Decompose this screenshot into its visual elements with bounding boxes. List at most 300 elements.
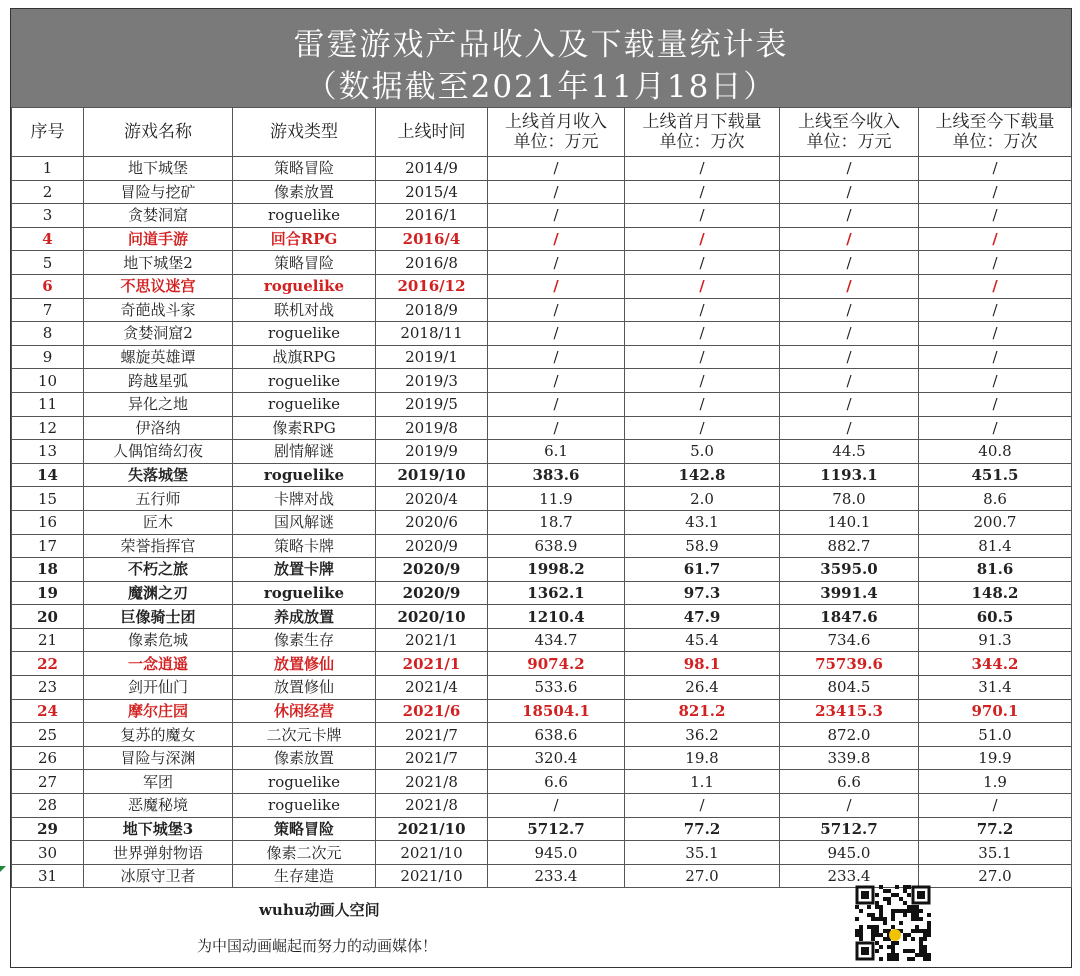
cell-date: 2015/4 (376, 180, 488, 204)
cell-type: roguelike (233, 794, 376, 818)
table-row (12, 463, 1072, 487)
cell-rev-first-month: / (488, 204, 625, 228)
cell-rev-total: 75739.6 (780, 652, 919, 676)
cell-rev-total: 734.6 (780, 628, 919, 652)
cell-rev-total: / (780, 794, 919, 818)
cell-rev-total: / (780, 369, 919, 393)
cell-type: 回合RPG (233, 227, 376, 251)
cell-rev-total: / (780, 157, 919, 181)
cell-dl-total: 81.6 (919, 558, 1072, 582)
cell-type: 放置修仙 (233, 652, 376, 676)
cell-type: 卡牌对战 (233, 487, 376, 511)
cell-name: 异化之地 (84, 392, 233, 416)
cell-dl-first-month: 142.8 (625, 463, 780, 487)
cell-rev-first-month: 5712.7 (488, 817, 625, 841)
col-header-unit: 单位：万元 (513, 132, 599, 152)
cell-name: 不朽之旅 (84, 558, 233, 582)
cell-name: 五行师 (84, 487, 233, 511)
cell-dl-first-month: / (625, 298, 780, 322)
table-row (12, 558, 1072, 582)
cell-dl-total: / (919, 204, 1072, 228)
cell-no: 25 (12, 723, 84, 747)
cell-dl-first-month: 5.0 (625, 440, 780, 464)
cell-rev-first-month: / (488, 416, 625, 440)
col-header-unit: 单位：万次 (659, 132, 745, 152)
cell-rev-first-month: 945.0 (488, 841, 625, 865)
cell-rev-total: / (780, 322, 919, 346)
cell-dl-total: / (919, 298, 1072, 322)
cell-date: 2021/10 (376, 841, 488, 865)
cell-dl-first-month: / (625, 345, 780, 369)
cell-dl-total: 31.4 (919, 676, 1072, 700)
cell-type: 策略卡牌 (233, 534, 376, 558)
col-header-label: 上线首月收入 (505, 112, 607, 132)
cell-name: 像素危城 (84, 628, 233, 652)
cell-date: 2019/3 (376, 369, 488, 393)
cell-rev-first-month: / (488, 298, 625, 322)
table-row (12, 298, 1072, 322)
table-row (12, 274, 1072, 298)
table-row (12, 322, 1072, 346)
table-body (12, 157, 1072, 888)
cell-dl-first-month: / (625, 369, 780, 393)
cell-no: 2 (12, 180, 84, 204)
cell-no: 8 (12, 322, 84, 346)
cell-rev-total: / (780, 345, 919, 369)
cell-no: 13 (12, 440, 84, 464)
cell-rev-total: / (780, 204, 919, 228)
cell-dl-first-month: 98.1 (625, 652, 780, 676)
cell-rev-total: 44.5 (780, 440, 919, 464)
table-row (12, 699, 1072, 723)
cell-dl-total: 91.3 (919, 628, 1072, 652)
col-header-label: 上线首月下载量 (642, 112, 762, 132)
cell-no: 9 (12, 345, 84, 369)
cell-no: 29 (12, 817, 84, 841)
cell-rev-first-month: / (488, 392, 625, 416)
cell-dl-first-month: / (625, 794, 780, 818)
cell-no: 11 (12, 392, 84, 416)
cell-type: 休闲经营 (233, 699, 376, 723)
cell-rev-total: 78.0 (780, 487, 919, 511)
page-title: 雷霆游戏产品收入及下载量统计表 (293, 27, 789, 63)
cell-rev-first-month: 233.4 (488, 864, 625, 888)
cell-date: 2019/9 (376, 440, 488, 464)
cell-date: 2021/7 (376, 746, 488, 770)
col-header-dl-first-month (625, 108, 780, 157)
table-row (12, 510, 1072, 534)
cell-name: 世界弹射物语 (84, 841, 233, 865)
cell-name: 地下城堡 (84, 157, 233, 181)
cell-no: 24 (12, 699, 84, 723)
cell-type: 策略冒险 (233, 251, 376, 275)
table-row (12, 416, 1072, 440)
cell-rev-total: 1193.1 (780, 463, 919, 487)
col-header-dl-total (919, 108, 1072, 157)
cell-dl-first-month: / (625, 157, 780, 181)
cell-rev-total: 23415.3 (780, 699, 919, 723)
cell-date: 2020/6 (376, 510, 488, 534)
cell-dl-total: 19.9 (919, 746, 1072, 770)
cell-type: 联机对战 (233, 298, 376, 322)
cell-dl-first-month: 58.9 (625, 534, 780, 558)
cell-rev-total: / (780, 251, 919, 275)
cell-rev-first-month: / (488, 274, 625, 298)
cell-type: roguelike (233, 770, 376, 794)
cell-dl-first-month: 35.1 (625, 841, 780, 865)
cell-rev-first-month: / (488, 251, 625, 275)
table-row (12, 605, 1072, 629)
cell-dl-total: / (919, 180, 1072, 204)
cell-name: 伊洛纳 (84, 416, 233, 440)
cell-name: 摩尔庄园 (84, 699, 233, 723)
table-row (12, 817, 1072, 841)
cell-rev-first-month: / (488, 322, 625, 346)
cell-date: 2021/10 (376, 817, 488, 841)
table-row (12, 770, 1072, 794)
cell-rev-total: / (780, 180, 919, 204)
cell-type: 生存建造 (233, 864, 376, 888)
cell-dl-first-month: 36.2 (625, 723, 780, 747)
cell-rev-first-month: 320.4 (488, 746, 625, 770)
table-row (12, 251, 1072, 275)
cell-name: 螺旋英雄谭 (84, 345, 233, 369)
cell-rev-first-month: 383.6 (488, 463, 625, 487)
cell-type: 国风解谜 (233, 510, 376, 534)
cell-date: 2021/1 (376, 628, 488, 652)
table-row (12, 628, 1072, 652)
cell-no: 17 (12, 534, 84, 558)
table-row (12, 369, 1072, 393)
table-row (12, 794, 1072, 818)
table-row (12, 345, 1072, 369)
table-row (12, 392, 1072, 416)
table-row (12, 157, 1072, 181)
cell-no: 27 (12, 770, 84, 794)
cell-rev-first-month: / (488, 345, 625, 369)
cell-no: 21 (12, 628, 84, 652)
cell-rev-first-month: 1362.1 (488, 581, 625, 605)
cell-name: 奇葩战斗家 (84, 298, 233, 322)
cell-name: 贪婪洞窟 (84, 204, 233, 228)
table-row (12, 723, 1072, 747)
cell-type: 像素二次元 (233, 841, 376, 865)
cell-dl-total: 60.5 (919, 605, 1072, 629)
cell-rev-total: / (780, 392, 919, 416)
cell-date: 2021/6 (376, 699, 488, 723)
cell-no: 19 (12, 581, 84, 605)
col-header-unit: 单位：万次 (952, 132, 1038, 152)
cell-date: 2021/4 (376, 676, 488, 700)
cell-dl-first-month: / (625, 416, 780, 440)
cell-dl-total: 35.1 (919, 841, 1072, 865)
cell-rev-total: 5712.7 (780, 817, 919, 841)
cell-dl-first-month: 1.1 (625, 770, 780, 794)
cell-dl-total: 148.2 (919, 581, 1072, 605)
cell-name: 地下城堡3 (84, 817, 233, 841)
col-header-no: 序号 (12, 108, 84, 157)
cell-dl-first-month: 26.4 (625, 676, 780, 700)
cell-type: 放置修仙 (233, 676, 376, 700)
cell-type: 养成放置 (233, 605, 376, 629)
cell-dl-first-month: / (625, 204, 780, 228)
cell-date: 2021/1 (376, 652, 488, 676)
cell-date: 2020/9 (376, 581, 488, 605)
cell-dl-total: 51.0 (919, 723, 1072, 747)
cell-dl-total: / (919, 392, 1072, 416)
cell-no: 4 (12, 227, 84, 251)
table-row (12, 227, 1072, 251)
cell-type: 二次元卡牌 (233, 723, 376, 747)
cell-name: 剑开仙门 (84, 676, 233, 700)
cell-type: 策略冒险 (233, 157, 376, 181)
cell-rev-total: 804.5 (780, 676, 919, 700)
cell-dl-total: 81.4 (919, 534, 1072, 558)
cell-dl-total: 8.6 (919, 487, 1072, 511)
footer-slogan: 为中国动画崛起而努力的动画媒体！ (197, 937, 438, 955)
cell-dl-first-month: 61.7 (625, 558, 780, 582)
cell-name: 冰原守卫者 (84, 864, 233, 888)
cell-type: roguelike (233, 274, 376, 298)
cell-date: 2021/8 (376, 770, 488, 794)
cell-rev-first-month: 18504.1 (488, 699, 625, 723)
cell-no: 30 (12, 841, 84, 865)
cell-date: 2018/9 (376, 298, 488, 322)
cell-date: 2020/10 (376, 605, 488, 629)
cell-dl-total: / (919, 251, 1072, 275)
cell-rev-total: / (780, 416, 919, 440)
qr-code-icon (855, 885, 931, 961)
cell-no: 6 (12, 274, 84, 298)
cell-no: 16 (12, 510, 84, 534)
cell-dl-total: / (919, 416, 1072, 440)
cell-rev-first-month: 1210.4 (488, 605, 625, 629)
cell-name: 恶魔秘境 (84, 794, 233, 818)
cell-rev-total: / (780, 298, 919, 322)
cell-dl-total: 1.9 (919, 770, 1072, 794)
cell-name: 复苏的魔女 (84, 723, 233, 747)
table-row (12, 487, 1072, 511)
cell-dl-first-month: 2.0 (625, 487, 780, 511)
cell-type: 战旗RPG (233, 345, 376, 369)
cell-dl-first-month: / (625, 227, 780, 251)
cell-no: 20 (12, 605, 84, 629)
cell-type: 像素放置 (233, 180, 376, 204)
cell-rev-first-month: 434.7 (488, 628, 625, 652)
cell-rev-first-month: / (488, 227, 625, 251)
cell-rev-first-month: 638.6 (488, 723, 625, 747)
cell-dl-total: 77.2 (919, 817, 1072, 841)
cell-rev-first-month: 533.6 (488, 676, 625, 700)
cell-dl-first-month: 97.3 (625, 581, 780, 605)
table-row (12, 652, 1072, 676)
cell-name: 荣誉指挥官 (84, 534, 233, 558)
stats-table (11, 107, 1072, 888)
cell-rev-first-month: 638.9 (488, 534, 625, 558)
cell-dl-total: 200.7 (919, 510, 1072, 534)
cell-name: 失落城堡 (84, 463, 233, 487)
cell-dl-first-month: 821.2 (625, 699, 780, 723)
cell-no: 3 (12, 204, 84, 228)
cell-rev-first-month: 11.9 (488, 487, 625, 511)
cell-dl-first-month: 27.0 (625, 864, 780, 888)
footer (11, 875, 1071, 967)
cell-rev-first-month: 18.7 (488, 510, 625, 534)
table-row (12, 746, 1072, 770)
table-row (12, 534, 1072, 558)
cell-date: 2019/5 (376, 392, 488, 416)
footer-brand-name: wuhu动画人空间 (259, 901, 380, 919)
title-bar (11, 9, 1071, 107)
cell-type: roguelike (233, 369, 376, 393)
cell-rev-total: 945.0 (780, 841, 919, 865)
col-header-label: 上线至今下载量 (935, 112, 1055, 132)
cell-date: 2014/9 (376, 157, 488, 181)
cell-rev-first-month: 9074.2 (488, 652, 625, 676)
cell-dl-first-month: / (625, 322, 780, 346)
cell-date: 2020/9 (376, 558, 488, 582)
cell-name: 问道手游 (84, 227, 233, 251)
cell-name: 冒险与深渊 (84, 746, 233, 770)
cell-dl-first-month: 45.4 (625, 628, 780, 652)
cell-date: 2019/1 (376, 345, 488, 369)
cell-type: 剧情解谜 (233, 440, 376, 464)
cell-dl-total: / (919, 227, 1072, 251)
table-header-row (12, 108, 1072, 157)
cell-date: 2019/8 (376, 416, 488, 440)
cell-no: 14 (12, 463, 84, 487)
stats-sheet (10, 8, 1072, 968)
cell-dl-first-month: 77.2 (625, 817, 780, 841)
cell-date: 2020/9 (376, 534, 488, 558)
col-header-unit: 单位：万元 (806, 132, 892, 152)
table-row (12, 676, 1072, 700)
cell-no: 28 (12, 794, 84, 818)
cell-dl-first-month: / (625, 251, 780, 275)
col-header-date: 上线时间 (376, 108, 488, 157)
col-header-rev-total (780, 108, 919, 157)
cell-dl-total: 40.8 (919, 440, 1072, 464)
cell-dl-first-month: / (625, 180, 780, 204)
cell-type: roguelike (233, 392, 376, 416)
col-header-rev-first-month (488, 108, 625, 157)
cell-name: 魔渊之刃 (84, 581, 233, 605)
cell-date: 2016/1 (376, 204, 488, 228)
cell-dl-first-month: 43.1 (625, 510, 780, 534)
cell-type: 像素RPG (233, 416, 376, 440)
cell-dl-total: / (919, 274, 1072, 298)
cell-type: 策略冒险 (233, 817, 376, 841)
cell-name: 贪婪洞窟2 (84, 322, 233, 346)
cell-rev-total: 233.4 (780, 864, 919, 888)
cell-dl-total: / (919, 322, 1072, 346)
cell-date: 2016/4 (376, 227, 488, 251)
cell-no: 10 (12, 369, 84, 393)
cell-dl-total: / (919, 369, 1072, 393)
cell-no: 22 (12, 652, 84, 676)
cell-dl-total: 451.5 (919, 463, 1072, 487)
page-subtitle: （数据截至2021年11月18日） (305, 69, 777, 105)
cell-no: 5 (12, 251, 84, 275)
cell-rev-first-month: / (488, 157, 625, 181)
cell-dl-total: / (919, 157, 1072, 181)
cell-rev-total: 3595.0 (780, 558, 919, 582)
cell-dl-first-month: 47.9 (625, 605, 780, 629)
cell-no: 31 (12, 864, 84, 888)
cell-name: 不思议迷宫 (84, 274, 233, 298)
col-header-label: 上线至今收入 (798, 112, 900, 132)
cell-rev-total: 339.8 (780, 746, 919, 770)
cell-dl-total: / (919, 345, 1072, 369)
cell-rev-total: 882.7 (780, 534, 919, 558)
cell-rev-first-month: / (488, 180, 625, 204)
cell-rev-total: 140.1 (780, 510, 919, 534)
cell-rev-first-month: 6.1 (488, 440, 625, 464)
cell-type: 像素放置 (233, 746, 376, 770)
cell-type: roguelike (233, 322, 376, 346)
cell-date: 2021/10 (376, 864, 488, 888)
cell-date: 2021/7 (376, 723, 488, 747)
cell-no: 26 (12, 746, 84, 770)
table-row (12, 440, 1072, 464)
cell-type: roguelike (233, 581, 376, 605)
cell-rev-total: / (780, 227, 919, 251)
cell-rev-total: / (780, 274, 919, 298)
cell-date: 2018/11 (376, 322, 488, 346)
cell-rev-first-month: / (488, 794, 625, 818)
cell-rev-total: 872.0 (780, 723, 919, 747)
cell-date: 2016/8 (376, 251, 488, 275)
table-row (12, 581, 1072, 605)
cell-no: 7 (12, 298, 84, 322)
cell-date: 2021/8 (376, 794, 488, 818)
col-header-name: 游戏名称 (84, 108, 233, 157)
cell-no: 23 (12, 676, 84, 700)
col-header-type: 游戏类型 (233, 108, 376, 157)
cell-rev-total: 1847.6 (780, 605, 919, 629)
cell-no: 15 (12, 487, 84, 511)
cell-name: 一念逍遥 (84, 652, 233, 676)
cell-type: 放置卡牌 (233, 558, 376, 582)
cell-name: 冒险与挖矿 (84, 180, 233, 204)
cell-dl-total: 27.0 (919, 864, 1072, 888)
cell-name: 跨越星弧 (84, 369, 233, 393)
cell-name: 匠木 (84, 510, 233, 534)
cell-dl-first-month: / (625, 392, 780, 416)
cell-name: 地下城堡2 (84, 251, 233, 275)
cell-name: 人偶馆绮幻夜 (84, 440, 233, 464)
cell-rev-first-month: 6.6 (488, 770, 625, 794)
cell-dl-total: 970.1 (919, 699, 1072, 723)
cell-dl-first-month: / (625, 274, 780, 298)
cell-name: 巨像骑士团 (84, 605, 233, 629)
table-row (12, 180, 1072, 204)
cell-dl-total: / (919, 794, 1072, 818)
cell-marker-icon (0, 866, 6, 872)
cell-name: 军团 (84, 770, 233, 794)
cell-rev-total: 3991.4 (780, 581, 919, 605)
cell-date: 2020/4 (376, 487, 488, 511)
table-row (12, 841, 1072, 865)
cell-date: 2016/12 (376, 274, 488, 298)
cell-rev-first-month: / (488, 369, 625, 393)
cell-dl-total: 344.2 (919, 652, 1072, 676)
cell-dl-first-month: 19.8 (625, 746, 780, 770)
cell-type: roguelike (233, 204, 376, 228)
cell-rev-first-month: 1998.2 (488, 558, 625, 582)
cell-no: 1 (12, 157, 84, 181)
cell-type: roguelike (233, 463, 376, 487)
